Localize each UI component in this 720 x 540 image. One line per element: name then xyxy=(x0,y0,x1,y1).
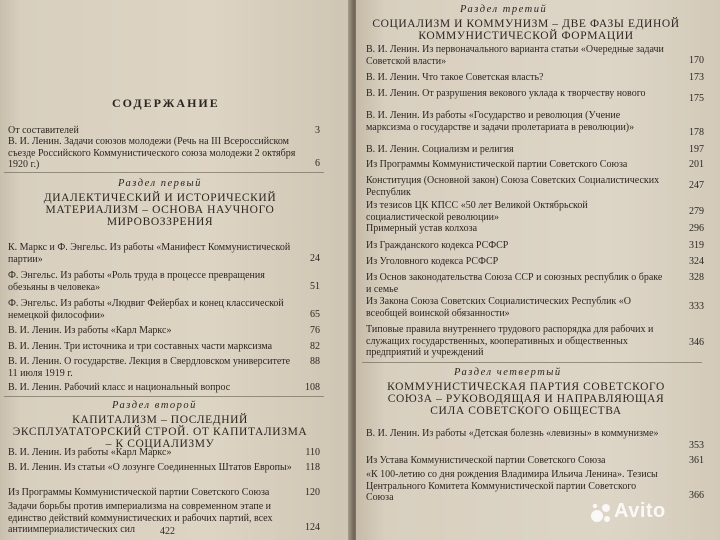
toc-entry: Задачи борьбы против империализма на современном этапе и единство действий коммунистических и рабочих партий, всех антиимпериалистических сил xyxy=(8,501,273,535)
section-label: Раздел первый xyxy=(118,178,202,189)
toc-page-number: 24 xyxy=(310,253,320,264)
toc-page-number: 3 xyxy=(315,125,320,136)
section-label: Раздел второй xyxy=(112,400,197,411)
toc-entry: В. И. Ленин. Из работы «Детская болезнь «левизны» в коммунизме» xyxy=(366,428,659,439)
toc-entry: Ф. Энгельс. Из работы «Людвиг Фейербах и конец классической немецкой философии» xyxy=(8,298,284,321)
avito-logo-icon xyxy=(590,502,612,524)
toc-page-number: 361 xyxy=(689,455,704,466)
toc-entry: В. И. Ленин. О государстве. Лекция в Свердловском университете 11 июля 1919 г. xyxy=(8,356,291,379)
toc-page-number: 346 xyxy=(689,337,704,348)
toc-page-number: 108 xyxy=(305,382,320,393)
toc-page-number: 120 xyxy=(305,487,320,498)
toc-entry: Из Программы Коммунистической партии Советского Союза xyxy=(366,159,628,170)
toc-page-number: 324 xyxy=(689,256,704,267)
toc-entry: Из Программы Коммунистической партии Советского Союза xyxy=(8,487,270,498)
toc-page-number: 279 xyxy=(689,206,704,217)
toc-entry: В. И. Ленин. Социализм и религия xyxy=(366,144,514,155)
toc-entry: Из Уголовного кодекса РСФСР xyxy=(366,256,499,267)
toc-page-number: 88 xyxy=(310,356,320,367)
toc-page-number: 353 xyxy=(689,440,704,451)
section-title: КАПИТАЛИЗМ – ПОСЛЕДНИЙ ЭКСПЛУАТАТОРСКИЙ СТРОЙ. ОТ КАПИТАЛИЗМА – К СОЦИАЛИЗМУ xyxy=(12,414,308,450)
toc-entry: Типовые правила внутреннего трудового распорядка для рабочих и служащих государственных, кооперативных и общественных предприятий и учреждений xyxy=(366,324,654,358)
toc-page-number: 173 xyxy=(689,72,704,83)
toc-entry: От составителей xyxy=(8,125,79,136)
toc-title: СОДЕРЖАНИЕ xyxy=(112,96,220,110)
toc-page-number: 333 xyxy=(689,301,704,312)
section-title: СОЦИАЛИЗМ И КОММУНИЗМ – ДВЕ ФАЗЫ ЕДИНОЙ КОММУНИСТИЧЕСКОЙ ФОРМАЦИИ xyxy=(372,18,680,42)
watermark-text: Avito xyxy=(614,500,666,522)
toc-page-number: 366 xyxy=(689,490,704,501)
toc-entry: В. И. Ленин. Что такое Советская власть? xyxy=(366,72,544,83)
toc-page-number: 247 xyxy=(689,180,704,191)
toc-page-number: 328 xyxy=(689,272,704,283)
toc-page-number: 197 xyxy=(689,144,704,155)
toc-page-number: 6 xyxy=(315,158,320,169)
left-page xyxy=(0,0,352,540)
section-title: КОММУНИСТИЧЕСКАЯ ПАРТИЯ СОВЕТСКОГО СОЮЗА – РУКОВОДЯЩАЯ И НАПРАВЛЯЮЩАЯ СИЛА СОВЕТСКОГО ОБЩЕСТВА xyxy=(387,381,665,417)
toc-page-number: 110 xyxy=(305,447,320,458)
toc-page-number: 76 xyxy=(310,325,320,336)
toc-entry: Из Закона Союза Советских Социалистических Республик «О всеобщей воинской обязанности» xyxy=(366,296,632,319)
toc-entry: В. И. Ленин. Задачи союзов молодежи (Речь на III Всероссийском съезде Российского Коммунистического союза молодежи 2 октября 1920 г.) xyxy=(8,136,296,170)
page-folio: 422 xyxy=(160,526,175,537)
toc-entry: Из Гражданского кодекса РСФСР xyxy=(366,240,509,251)
toc-entry: Ф. Энгельс. Из работы «Роль труда в процессе превращения обезьяны в человека» xyxy=(8,270,265,293)
toc-entry: Из Устава Коммунистической партии Советского Союза xyxy=(366,455,606,466)
toc-page-number: 175 xyxy=(689,93,704,104)
toc-page-number: 65 xyxy=(310,309,320,320)
toc-entry: В. И. Ленин. Из работы «Государство и революция (Учение марксизма о государстве и задачи пролетариата в революции)» xyxy=(366,110,635,133)
right-page xyxy=(356,0,720,540)
toc-page-number: 201 xyxy=(689,159,704,170)
toc-entry: В. И. Ленин. Из работы «Карл Маркс» xyxy=(8,325,172,336)
toc-page-number: 51 xyxy=(310,281,320,292)
toc-entry: В. И. Ленин. Рабочий класс и национальный вопрос xyxy=(8,382,231,393)
section-label: Раздел четвертый xyxy=(454,367,562,378)
toc-entry: К. Маркс и Ф. Энгельс. Из работы «Манифест Коммунистической партии» xyxy=(8,242,291,265)
section-title: ДИАЛЕКТИЧЕСКИЙ И ИСТОРИЧЕСКИЙ МАТЕРИАЛИЗМ – ОСНОВА НАУЧНОГО МИРОВОЗЗРЕНИЯ xyxy=(43,192,277,228)
section-label: Раздел третий xyxy=(460,4,548,15)
toc-page-number: 82 xyxy=(310,341,320,352)
toc-entry: Примерный устав колхоза xyxy=(366,223,478,234)
toc-entry: Из Основ законодательства Союза ССР и союзных республик о браке и семье xyxy=(366,272,663,295)
toc-page-number: 124 xyxy=(305,522,320,533)
toc-entry: В. И. Ленин. От разрушения векового уклада к творчеству нового xyxy=(366,88,646,99)
toc-entry: В. И. Ленин. Три источника и три составных части марксизма xyxy=(8,341,273,352)
toc-page-number: 296 xyxy=(689,223,704,234)
toc-page-number: 118 xyxy=(305,462,320,473)
toc-page-number: 178 xyxy=(689,127,704,138)
toc-page-number: 170 xyxy=(689,55,704,66)
toc-entry: «К 100-летию со дня рождения Владимира Ильича Ленина». Тезисы Центрального Комитета Коммунистической партии Советского Союза xyxy=(366,469,658,503)
toc-entry: Из тезисов ЦК КПСС «50 лет Великой Октябрьской социалистической революции» xyxy=(366,200,588,223)
toc-entry: В. И. Ленин. Из статьи «О лозунге Соединенных Штатов Европы» xyxy=(8,462,292,473)
toc-entry: В. И. Ленин. Из первоначального варианта статьи «Очередные задачи Советской власти» xyxy=(366,44,664,67)
toc-entry: В. И. Ленин. Из работы «Карл Маркс» xyxy=(8,447,172,458)
toc-entry: Конституция (Основной закон) Союза Советских Социалистических Республик xyxy=(366,175,660,198)
toc-page-number: 319 xyxy=(689,240,704,251)
